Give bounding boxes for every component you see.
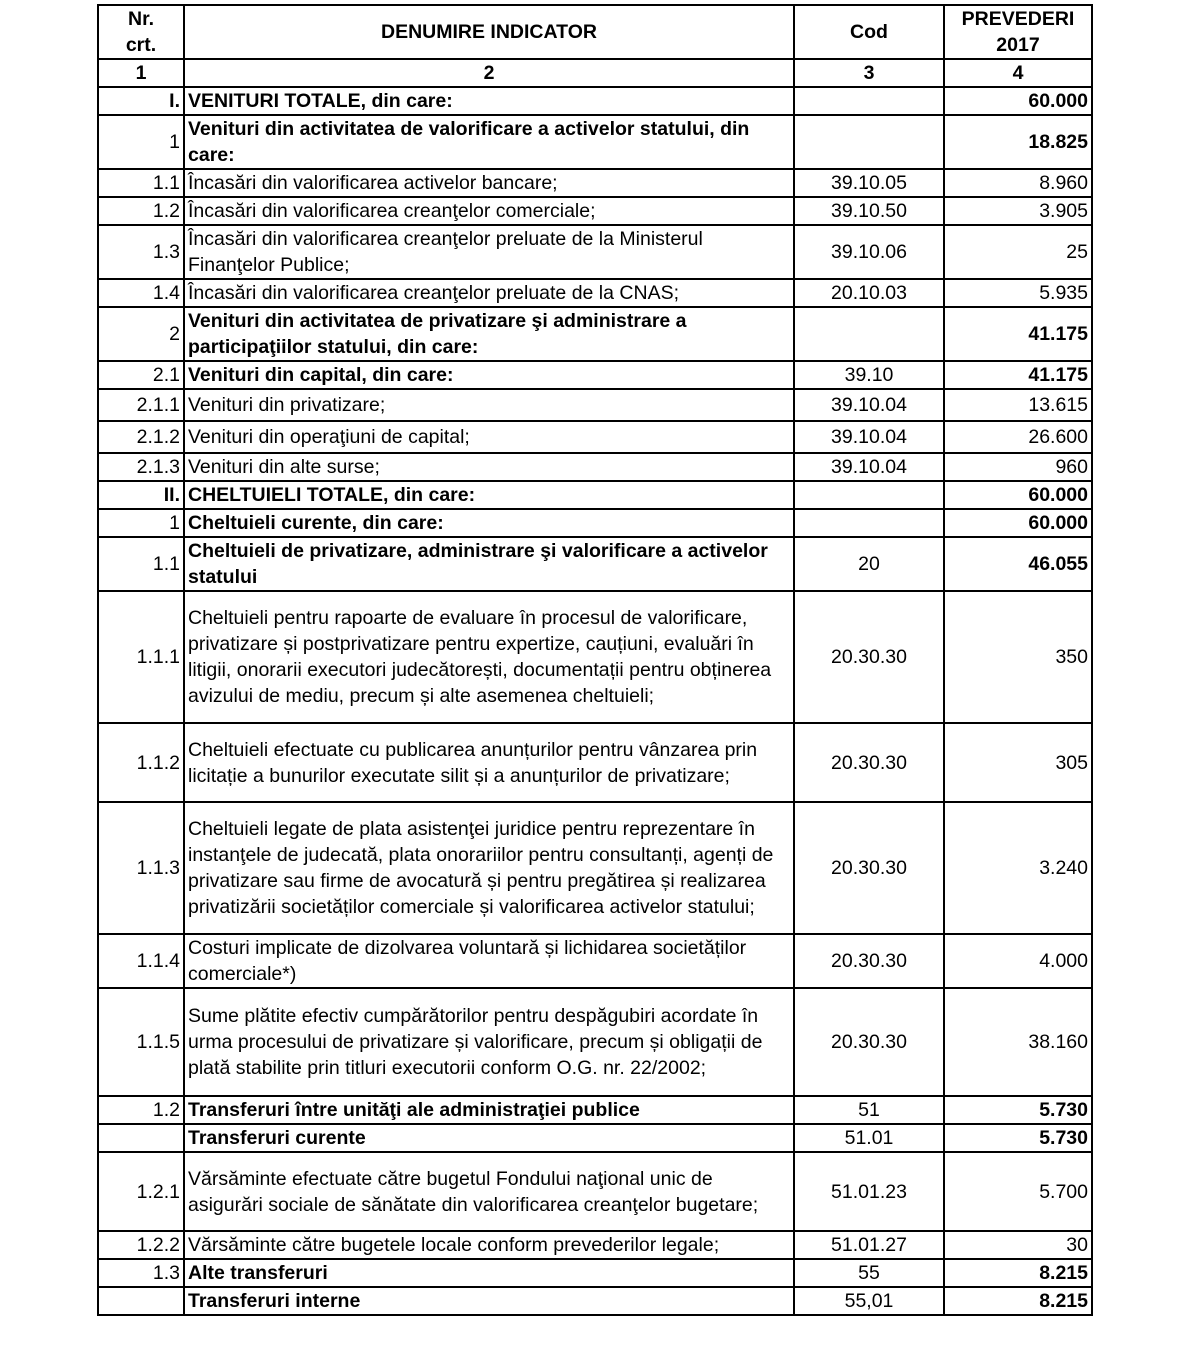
row-value: 41.175 xyxy=(944,307,1092,361)
row-cod: 39.10.50 xyxy=(794,197,944,225)
row-value: 38.160 xyxy=(944,988,1092,1096)
row-cod: 51 xyxy=(794,1096,944,1124)
table-row xyxy=(98,1152,1092,1231)
row-indicator: Încasări din valorificarea creanţelor comerciale; xyxy=(184,197,794,225)
table-row xyxy=(98,934,1092,988)
header-row xyxy=(98,5,1092,59)
row-value: 60.000 xyxy=(944,87,1092,115)
row-cod xyxy=(794,509,944,537)
table-row xyxy=(98,453,1092,481)
row-value: 5.730 xyxy=(944,1096,1092,1124)
row-cod: 20 xyxy=(794,537,944,591)
row-nr: 1.4 xyxy=(98,279,184,307)
row-indicator: Încasări din valorificarea creanţelor preluate de la CNAS; xyxy=(184,279,794,307)
row-nr: 2 xyxy=(98,307,184,361)
table-row xyxy=(98,87,1092,115)
table-row xyxy=(98,279,1092,307)
row-nr: 1.3 xyxy=(98,1259,184,1287)
row-value: 60.000 xyxy=(944,509,1092,537)
row-nr: 2.1.1 xyxy=(98,389,184,421)
row-cod: 55,01 xyxy=(794,1287,944,1315)
table-row xyxy=(98,115,1092,169)
row-nr: 1.1.2 xyxy=(98,723,184,802)
row-value: 5.935 xyxy=(944,279,1092,307)
row-nr: 2.1.3 xyxy=(98,453,184,481)
table-row xyxy=(98,361,1092,389)
row-nr: 1.3 xyxy=(98,225,184,279)
table-row xyxy=(98,481,1092,509)
row-nr xyxy=(98,1287,184,1315)
row-value: 3.240 xyxy=(944,802,1092,934)
row-indicator: Încasări din valorificarea activelor bancare; xyxy=(184,169,794,197)
table-row xyxy=(98,1096,1092,1124)
row-nr: 1.2.2 xyxy=(98,1231,184,1259)
budget-table xyxy=(97,4,1093,1316)
row-nr: 1.1 xyxy=(98,537,184,591)
table-row xyxy=(98,802,1092,934)
header-prevederi-line2: 2017 xyxy=(996,34,1040,56)
row-value: 305 xyxy=(944,723,1092,802)
row-cod: 39.10.06 xyxy=(794,225,944,279)
row-cod: 51.01.23 xyxy=(794,1152,944,1231)
row-cod: 39.10 xyxy=(794,361,944,389)
row-indicator: Încasări din valorificarea creanţelor preluate de la Ministerul Finanţelor Publice; xyxy=(184,225,794,279)
row-nr: 1.1.5 xyxy=(98,988,184,1096)
row-value: 5.730 xyxy=(944,1124,1092,1152)
row-nr: 1.2.1 xyxy=(98,1152,184,1231)
row-value: 13.615 xyxy=(944,389,1092,421)
header-prevederi-line1: PREVEDERI xyxy=(961,8,1075,30)
row-indicator: Venituri din privatizare; xyxy=(184,389,794,421)
row-cod: 51.01.27 xyxy=(794,1231,944,1259)
header-nr-crt xyxy=(98,5,184,59)
table-row xyxy=(98,389,1092,421)
row-value: 46.055 xyxy=(944,537,1092,591)
row-value: 26.600 xyxy=(944,421,1092,453)
row-value: 41.175 xyxy=(944,361,1092,389)
row-value: 8.960 xyxy=(944,169,1092,197)
row-nr: 1.2 xyxy=(98,1096,184,1124)
row-cod: 39.10.04 xyxy=(794,389,944,421)
row-cod: 20.30.30 xyxy=(794,723,944,802)
row-nr: 1.1.3 xyxy=(98,802,184,934)
row-nr xyxy=(98,1124,184,1152)
table-row xyxy=(98,591,1092,723)
row-indicator: Vărsăminte efectuate către bugetul Fondului naţional unic de asigurări sociale de sănătate din valorificarea creanţelor bugetare; xyxy=(184,1152,794,1231)
row-nr: 2.1.2 xyxy=(98,421,184,453)
table-row xyxy=(98,1287,1092,1315)
row-cod: 20.30.30 xyxy=(794,934,944,988)
row-value: 3.905 xyxy=(944,197,1092,225)
table-row xyxy=(98,307,1092,361)
header-prevederi xyxy=(944,5,1092,59)
header-denumire: DENUMIRE INDICATOR xyxy=(184,5,794,59)
table-row xyxy=(98,225,1092,279)
row-indicator: Cheltuieli curente, din care: xyxy=(184,509,794,537)
row-cod: 20.30.30 xyxy=(794,591,944,723)
row-indicator: Cheltuieli pentru rapoarte de evaluare în procesul de valorificare, privatizare și postprivatizare pentru expertize, cauțiuni, evaluări în litigii, onorarii executori judecătorești, documentații pentru obținerea avizului de mediu, precum și alte asemenea cheltuieli; xyxy=(184,591,794,723)
row-indicator: CHELTUIELI TOTALE, din care: xyxy=(184,481,794,509)
row-value: 5.700 xyxy=(944,1152,1092,1231)
header-nr-line1: Nr. xyxy=(127,8,154,30)
index-cell-4: 4 xyxy=(944,59,1092,87)
row-nr: 1.1.4 xyxy=(98,934,184,988)
row-cod: 20.30.30 xyxy=(794,802,944,934)
table-row xyxy=(98,169,1092,197)
table-row xyxy=(98,197,1092,225)
row-indicator: Venituri din alte surse; xyxy=(184,453,794,481)
table-row xyxy=(98,988,1092,1096)
row-indicator: Venituri din activitatea de valorificare a activelor statului, din care: xyxy=(184,115,794,169)
index-row xyxy=(98,59,1092,87)
table-row xyxy=(98,421,1092,453)
row-indicator: Vărsăminte către bugetele locale conform prevederilor legale; xyxy=(184,1231,794,1259)
row-nr: I. xyxy=(98,87,184,115)
table-row xyxy=(98,537,1092,591)
row-indicator: Cheltuieli de privatizare, administrare şi valorificare a activelor statului xyxy=(184,537,794,591)
table-row xyxy=(98,1259,1092,1287)
row-cod: 20.10.03 xyxy=(794,279,944,307)
row-nr: II. xyxy=(98,481,184,509)
row-cod: 20.30.30 xyxy=(794,988,944,1096)
row-nr: 1.2 xyxy=(98,197,184,225)
row-nr: 1.1.1 xyxy=(98,591,184,723)
header-cod: Cod xyxy=(794,5,944,59)
row-value: 4.000 xyxy=(944,934,1092,988)
row-indicator: Sume plătite efectiv cumpărătorilor pentru despăgubiri acordate în urma procesului de privatizare și valorificare, precum și obligații de plată stabilite prin titluri executorii conform O.G. nr. 22/2002; xyxy=(184,988,794,1096)
index-cell-3: 3 xyxy=(794,59,944,87)
row-cod: 55 xyxy=(794,1259,944,1287)
row-indicator: Transferuri interne xyxy=(184,1287,794,1315)
row-indicator: Cheltuieli efectuate cu publicarea anunțurilor pentru vânzarea prin licitație a bunurilor executate silit și a anunțurilor de privatizare; xyxy=(184,723,794,802)
row-indicator: Alte transferuri xyxy=(184,1259,794,1287)
row-nr: 1 xyxy=(98,115,184,169)
index-cell-2: 2 xyxy=(184,59,794,87)
row-cod: 39.10.04 xyxy=(794,453,944,481)
row-nr: 2.1 xyxy=(98,361,184,389)
row-indicator: Transferuri între unităţi ale administraţiei publice xyxy=(184,1096,794,1124)
row-indicator: Venituri din capital, din care: xyxy=(184,361,794,389)
row-nr: 1.1 xyxy=(98,169,184,197)
row-cod: 39.10.04 xyxy=(794,421,944,453)
table-row xyxy=(98,1231,1092,1259)
row-cod xyxy=(794,115,944,169)
row-value: 350 xyxy=(944,591,1092,723)
row-value: 30 xyxy=(944,1231,1092,1259)
row-value: 960 xyxy=(944,453,1092,481)
table-row xyxy=(98,1124,1092,1152)
header-nr-line2: crt. xyxy=(125,34,157,56)
table-row xyxy=(98,723,1092,802)
row-indicator: Transferuri curente xyxy=(184,1124,794,1152)
row-value: 8.215 xyxy=(944,1259,1092,1287)
row-cod: 39.10.05 xyxy=(794,169,944,197)
row-indicator: VENITURI TOTALE, din care: xyxy=(184,87,794,115)
row-indicator: Costuri implicate de dizolvarea voluntară și lichidarea societăților comerciale*) xyxy=(184,934,794,988)
row-nr: 1 xyxy=(98,509,184,537)
index-cell-1: 1 xyxy=(98,59,184,87)
row-indicator: Venituri din operaţiuni de capital; xyxy=(184,421,794,453)
row-indicator: Venituri din activitatea de privatizare şi administrare a participaţiilor statului, din care: xyxy=(184,307,794,361)
row-value: 18.825 xyxy=(944,115,1092,169)
row-value: 25 xyxy=(944,225,1092,279)
table-row xyxy=(98,509,1092,537)
row-indicator: Cheltuieli legate de plata asistenţei juridice pentru reprezentare în instanţele de judecată, plata onorariilor pentru consultanți, agenți de privatizare sau firme de avocatură și pentru pregătirea și realizarea privatizării societăților comerciale și valorificarea activelor statului; xyxy=(184,802,794,934)
row-value: 8.215 xyxy=(944,1287,1092,1315)
row-cod xyxy=(794,481,944,509)
row-cod xyxy=(794,307,944,361)
row-cod: 51.01 xyxy=(794,1124,944,1152)
row-value: 60.000 xyxy=(944,481,1092,509)
row-cod xyxy=(794,87,944,115)
